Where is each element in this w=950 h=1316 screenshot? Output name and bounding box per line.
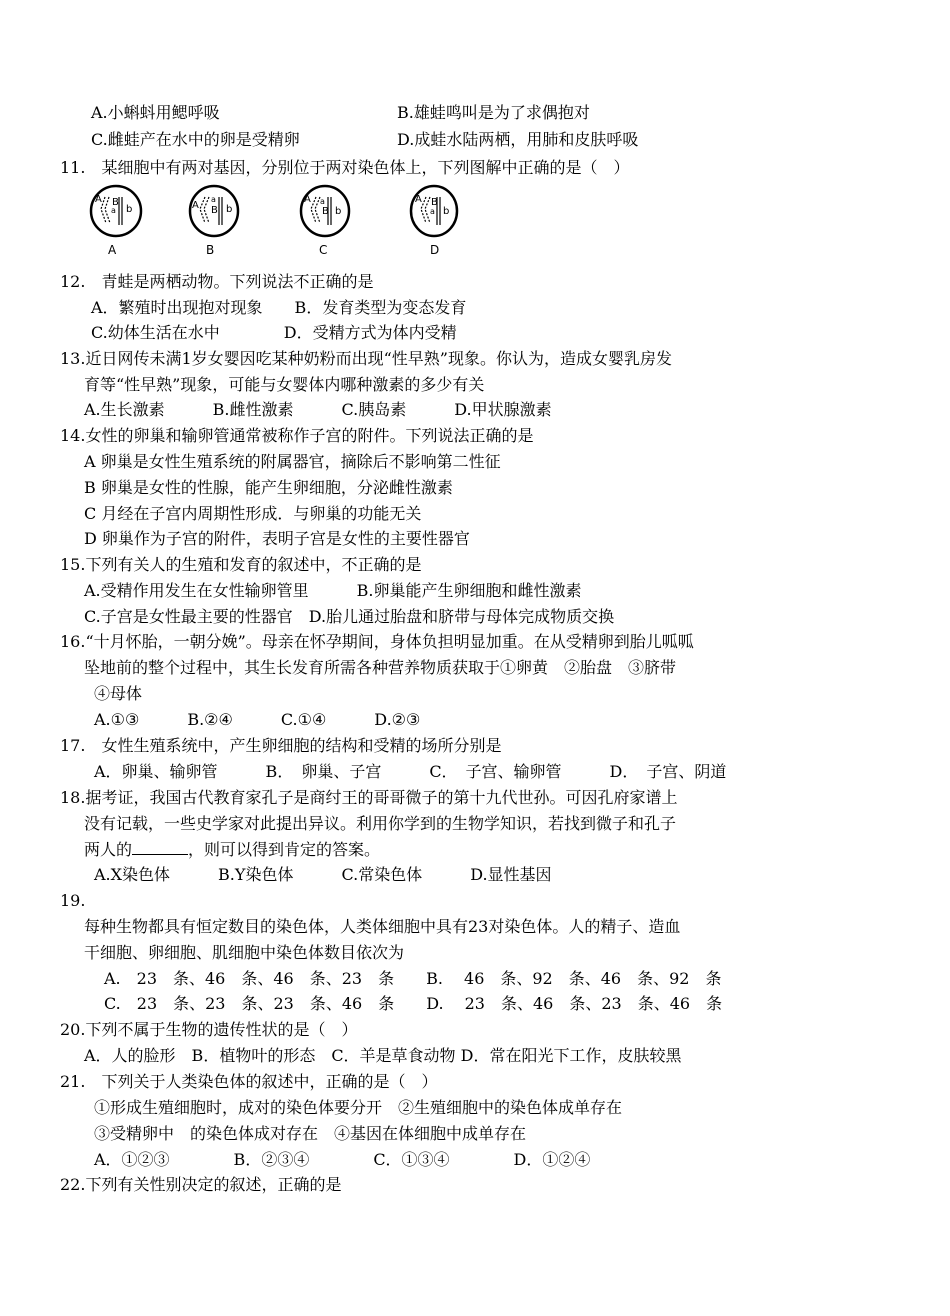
q14-option-c: C 月经在子宫内周期性形成．与卵巢的功能无关 — [84, 504, 422, 523]
q14-stem: 14.女性的卵巢和输卵管通常被称作子宫的附件。下列说法正确的是 — [60, 426, 534, 445]
fig-a-left-allele: A — [95, 194, 102, 205]
q13-options: A.生长激素 B.雌性激素 C.胰岛素 D.甲状腺激素 — [84, 400, 552, 419]
q14-option-d: D 卵巢作为子宫的附件，表明子宫是女性的主要性器官 — [84, 529, 470, 548]
q15-stem: 15.下列有关人的生殖和发育的叙述中，不正确的是 — [60, 555, 422, 574]
q22-stem: 22.下列有关性别决定的叙述，正确的是 — [60, 1175, 342, 1194]
fig-c-mid-allele: B — [322, 206, 329, 217]
q21-statements-row2: ③受精卵中 的染色体成对存在 ④基因在体细胞中成单存在 — [94, 1124, 527, 1143]
q14-option-b: B 卵巢是女性的性腺，能产生卵细胞，分泌雌性激素 — [84, 478, 453, 497]
q10-option-b: B.雄蛙鸣叫是为了求偶抱对 — [397, 103, 590, 122]
q18-line1: 18.据考证，我国古代教育家孔子是商纣王的哥哥微子的第十九代世孙。可因孔府家谱上 — [60, 788, 678, 807]
fig-b-small-allele: a — [211, 195, 216, 204]
fig-d-right-allele: b — [443, 206, 450, 217]
q10-option-a: A.小蝌蚪用鳃呼吸 — [91, 103, 220, 122]
q15-options-row1: A.受精作用发生在女性输卵管里 B.卵巢能产生卵细胞和雌性激素 — [84, 581, 582, 600]
fig-b-left-allele: A — [192, 200, 199, 211]
q21-stem: 21. 下列关于人类染色体的叙述中，正确的是（ ） — [60, 1072, 438, 1091]
q19-line2: 干细胞、卵细胞、肌细胞中染色体数目依次为 — [84, 943, 405, 962]
cell-diagram-b — [186, 183, 242, 239]
q18-options: A.X染色体 B.Y染色体 C.常染色体 D.显性基因 — [94, 865, 552, 884]
q12-options-row1: A．繁殖时出现抱对现象 B．发育类型为变态发育 — [91, 298, 467, 317]
q21-statements-row1: ①形成生殖细胞时，成对的染色体要分开 ②生殖细胞中的染色体成单存在 — [94, 1098, 623, 1117]
q16-line2: 坠地前的整个过程中，其生长发育所需各种营养物质获取于①卵黄 ②胎盘 ③脐带 — [84, 658, 677, 677]
q19-line1: 每种生物都具有恒定数目的染色体，人类体细胞中具有23对染色体。人的精子、造血 — [84, 917, 681, 936]
q11-stem: 11. 某细胞中有两对基因，分别位于两对染色体上，下列图解中正确的是（ ） — [60, 158, 630, 177]
q10-option-c: C.雌蛙产在水中的卵是受精卵 — [91, 130, 300, 149]
fig-d-small-allele: a — [430, 207, 435, 216]
fig-a-small-allele: a — [111, 206, 116, 215]
q16-options: A.①③ B.②④ C.①④ D.②③ — [94, 710, 421, 729]
fig-b-right-allele: b — [226, 204, 233, 215]
q12-options-row2: C.幼体生活在水中 D．受精方式为体内受精 — [91, 323, 457, 342]
q16-line1: 16.“十月怀胎，一朝分娩”。母亲在怀孕期间，身体负担明显加重。在从受精卵到胎儿呱呱 — [60, 632, 694, 651]
q18-line3-prefix: 两人的 — [84, 840, 133, 859]
q10-option-d: D.成蛙水陆两栖，用肺和皮肤呼吸 — [397, 130, 639, 149]
fig-caption-d: D — [430, 243, 440, 257]
q19-number: 19. — [60, 891, 86, 910]
q18-line3 — [84, 839, 380, 861]
cell-diagram-a — [88, 183, 144, 239]
q20-options: A．人的脸形 B．植物叶的形态 C．羊是草食动物 D．常在阳光下工作，皮肤较黑 — [84, 1046, 682, 1065]
fig-caption-b: B — [206, 243, 215, 257]
q16-line3: ④母体 — [94, 684, 143, 703]
q12-stem: 12. 青蛙是两栖动物。下列说法不正确的是 — [60, 272, 374, 291]
fig-d-mid-allele: B — [431, 197, 438, 208]
answer-blank — [132, 839, 188, 855]
cell-diagram-d — [406, 183, 462, 239]
q19-options-row1: A. 23 条、46 条、46 条、23 条 B. 46 条、92 条、46 条、92 条 — [104, 969, 722, 988]
q13-line2: 育等“性早熟”现象，可能与女婴体内哪种激素的多少有关 — [84, 375, 485, 394]
cell-diagram-c — [297, 183, 353, 239]
q18-line2: 没有记载，一些史学家对此提出异议。利用你学到的生物学知识，若找到微子和孔子 — [84, 814, 677, 833]
q21-options: A．①②③ B．②③④ C．①③④ D．①②④ — [94, 1150, 591, 1169]
fig-caption-a: A — [108, 243, 117, 257]
q15-options-row2: C.子宫是女性最主要的性器官 D.胎儿通过胎盘和脐带与母体完成物质交换 — [84, 607, 615, 626]
fig-c-left-allele: A — [304, 194, 311, 205]
fig-c-small-allele: a — [320, 197, 325, 206]
fig-a-right-allele: b — [126, 204, 133, 215]
fig-a-mid-allele: B — [112, 197, 119, 208]
q17-stem: 17. 女性生殖系统中，产生卵细胞的结构和受精的场所分别是 — [60, 736, 502, 755]
fig-caption-c: C — [319, 243, 328, 257]
q18-line3-suffix: ，则可以得到肯定的答案。 — [188, 840, 381, 859]
q20-stem: 20.下列不属于生物的遗传性状的是（ ） — [60, 1020, 358, 1039]
fig-c-right-allele: b — [335, 206, 342, 217]
q14-option-a: A 卵巢是女性生殖系统的附属器官，摘除后不影响第二性征 — [84, 452, 501, 471]
q19-options-row2: C. 23 条、23 条、23 条、46 条 D. 23 条、46 条、23 条、46 条 — [104, 994, 723, 1013]
fig-b-mid-allele: B — [211, 205, 218, 216]
q17-options: A．卵巢、输卵管 B． 卵巢、子宫 C． 子宫、输卵管 D． 子宫、阴道 — [94, 762, 727, 781]
q13-line1: 13.近日网传未满1岁女婴因吃某种奶粉而出现“性早熟”现象。你认为，造成女婴乳房发 — [60, 349, 672, 368]
fig-d-left-allele: A — [415, 194, 422, 205]
